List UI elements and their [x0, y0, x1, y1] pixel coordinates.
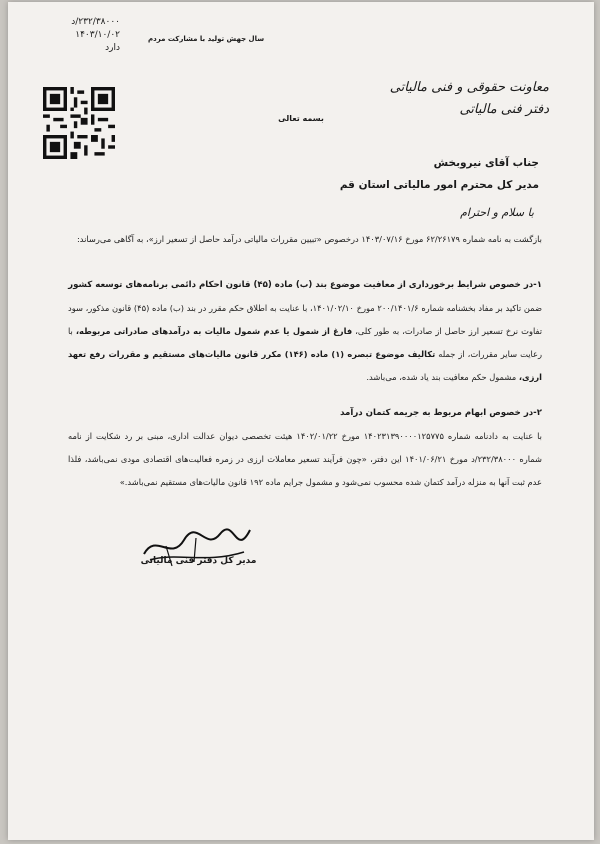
- letter-page: [8, 2, 594, 840]
- greeting: با سلام و احترام: [460, 206, 534, 219]
- section-1-text-b: با رعایت سایر مقررات، از جمله: [68, 326, 543, 359]
- intro-paragraph: بازگشت به نامه شماره ۶۲/۲۶۱۷۹ مورخ ۱۴۰۳/۰۷/۱۶ درخصوص «تبیین مقررات مالیاتی درآمد حاصل از تسعیر ارز»، به آگاهی می‌رساند:: [76, 234, 542, 244]
- recipient-title: مدیر کل محترم امور مالیاتی استان قم: [339, 179, 539, 191]
- section-1-heading: ۱-در خصوص شرایط برخورداری از معافیت موضوع بند (ب) ماده (۴۵) قانون احکام دائمی برنامه‌های توسعه کشور: [68, 280, 542, 290]
- section-2: [68, 402, 542, 494]
- section-2-heading: ۲-در خصوص ابهام مربوط به جریمه کتمان درآمد: [340, 408, 542, 418]
- year-motto: سال جهش تولید با مشارکت مردم: [148, 35, 265, 43]
- section-1-bold-b: تکالیف موضوع تبصره (۱) ماده (۱۴۶) مکرر قانون مالیات‌های مستقیم و مقررات رفع تعهد ارزی،: [68, 349, 542, 382]
- basmala: بسمه تعالی: [278, 114, 324, 123]
- letter-attachment: دارد: [105, 43, 120, 53]
- section-1-text-a: ضمن تاکید بر مفاد بخشنامه شماره ۲۰۰/۱۴۰۱/۶ مورخ ۱۴۰۱/۰۲/۱۰، با عنایت به اطلاق حکم مقرر در بند (ب) ماده (۴۵) قانون مذکور، سود تفاوت نرخ تسعیر ارز حاصل از صادرات، به طور کلی،: [68, 303, 543, 336]
- letter-meta: [60, 16, 120, 55]
- recipient-block: [340, 152, 539, 196]
- section-1-text-c: مشمول حکم معافیت بند یاد شده، می‌باشد.: [366, 372, 517, 382]
- section-1: [68, 274, 542, 389]
- letter-number: ۲۳۲/۳۸۰۰۰/د: [71, 17, 120, 27]
- letterhead-line-1: معاونت حقوقی و فنی مالیاتی: [389, 80, 549, 95]
- recipient-name: جناب آقای نیروبخش: [433, 157, 539, 169]
- section-1-bold-a: فارغ از شمول یا عدم شمول مالیات به درآمدهای صادراتی مربوطه،: [75, 326, 353, 336]
- letter-date: ۱۴۰۳/۱۰/۰۲: [75, 30, 120, 40]
- section-2-body: با عنایت به دادنامه شماره ۱۴۰۲۳۱۳۹۰۰۰۰۱۲۵۷۷۵ مورخ ۱۴۰۲/۰۱/۲۲ هیئت تخصصی دیوان عدالت اداری، مبنی بر رد شکایت از نامه شماره ۲۳۲/۳۸۰۰۰/د مورخ ۱۴۰۱/۰۶/۲۱ این دفتر، «چون فرآیند تسعیر معاملات ارزی در زمره فعالیت‌های اقتصادی مودی نمی‌باشد، فلذا عدم ثبت آنها به منزله درآمد کتمان شده محسوب نمی‌شود و مشمول جرایم ماده ۱۹۲ قانون مالیات‌های مستقیم نمی‌باشد.»: [68, 431, 542, 487]
- handwritten-signature: [136, 522, 256, 577]
- signatory-title: مدیر کل دفتر فنی مالیاتی: [140, 556, 257, 566]
- section-1-body: [68, 297, 542, 389]
- qr-code: [43, 87, 115, 159]
- letterhead-line-2: دفتر فنی مالیاتی: [459, 102, 549, 117]
